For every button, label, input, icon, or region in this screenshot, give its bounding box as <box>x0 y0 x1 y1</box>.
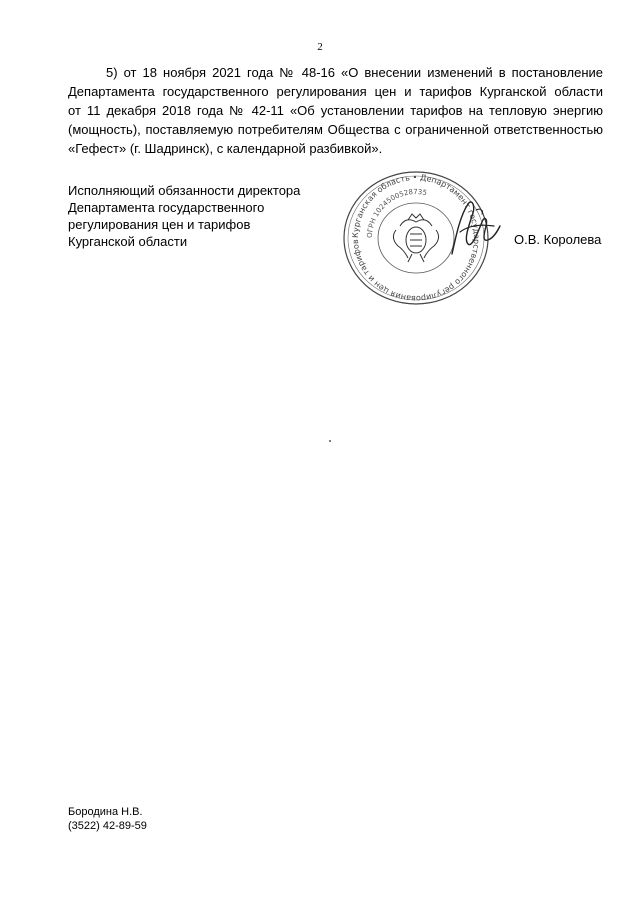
page-number: 2 <box>317 41 323 53</box>
stray-mark <box>329 440 331 442</box>
coat-of-arms-icon <box>393 214 438 262</box>
signatory-title-line: Исполняющий обязанности директора <box>68 183 301 198</box>
seal-inner-text: ОГРН 1024500528735 <box>365 187 428 239</box>
paragraph-line: от 11 декабря 2018 года № 42-11 «Об установлении тарифов на тепловую энергию <box>68 103 603 118</box>
executor-info <box>68 805 147 833</box>
signatory-title-line: Курганской области <box>68 234 188 249</box>
seal-outer-text: Курганская область • Департамент государственного регулирования цен и тарифов <box>350 172 482 304</box>
paragraph-line: «Гефест» (г. Шадринск), с календарной разбивкой». <box>68 141 383 156</box>
paragraph-line: Департамента государственного регулирования цен и тарифов Курганской области <box>68 84 603 99</box>
handwritten-signature <box>438 196 502 258</box>
paragraph-line: 5) от 18 ноября 2021 года № 48-16 «О внесении изменений в постановление <box>106 65 603 80</box>
signatory-title <box>68 182 300 250</box>
signer-name: О.В. Королева <box>514 232 602 247</box>
decree-paragraph <box>68 63 603 158</box>
signatory-title-line: Департамента государственного <box>68 200 265 215</box>
signatory-title-line: регулирования цен и тарифов <box>68 217 251 232</box>
executor-name: Бородина Н.В. <box>68 806 143 818</box>
executor-phone: (3522) 42-89-59 <box>68 820 147 832</box>
paragraph-line: (мощность), поставляемую потребителям Общества с ограниченной ответственностью <box>68 122 603 137</box>
